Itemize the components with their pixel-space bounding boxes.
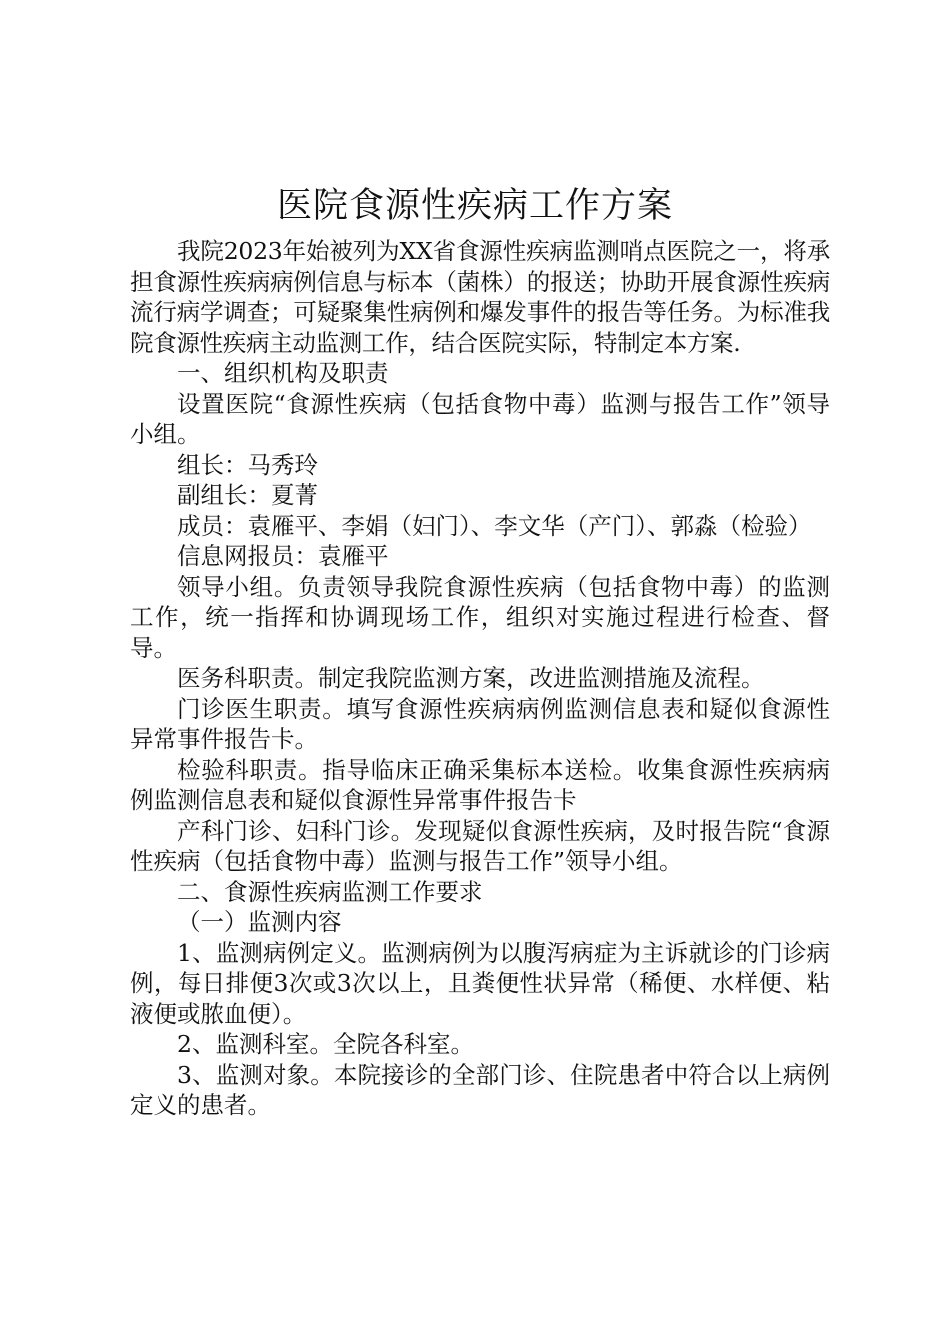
section-heading-requirements: 二、食源性疾病监测工作要求 [177, 877, 483, 906]
paragraph-deputy-leader: 副组长：夏菁 [177, 481, 318, 509]
paragraph-intro: 我院2023年始被列为XX省食源性疾病监测哨点医院之一，将承担食源性疾病病例信息与标本（菌株）的报送；协助开展食源性疾病流行病学调查；可疑聚集性病例和爆发事件的报告等任务。为标准我院食源性疾病主动监测工作，结合医院实际，特制定本方案. [130, 237, 830, 357]
paragraph-group-duty: 领导小组。负责领导我院食源性疾病（包括食物中毒）的监测工作，统一指挥和协调现场工作，组织对实施过程进行检查、督导。 [130, 572, 830, 662]
paragraph-network-reporter: 信息网报员：袁雁平 [177, 542, 389, 570]
paragraph-members: 成员：袁雁平、李娟（妇门）、李文华（产门）、郭淼（检验） [177, 511, 812, 540]
section-heading-organization: 一、组织机构及职责 [177, 359, 389, 387]
paragraph-subjects: 3、监测对象。本院接诊的全部门诊、住院患者中符合以上病例定义的患者。 [130, 1060, 830, 1119]
document-body [130, 236, 830, 1121]
document-title: 医院食源性疾病工作方案 [276, 186, 673, 226]
paragraph-departments: 2、监测科室。全院各科室。 [177, 1030, 474, 1058]
subsection-heading-content: （一）监测内容 [177, 908, 342, 936]
paragraph-outpatient-duty: 门诊医生职责。填写食源性疾病病例监测信息表和疑似食源性异常事件报告卡。 [130, 694, 830, 753]
paragraph-group-leader: 组长：马秀玲 [177, 450, 318, 479]
paragraph-medical-dept-duty: 医务科职责。制定我院监测方案，改进监测措施及流程。 [177, 664, 765, 692]
paragraph-leading-group: 设置医院“食源性疾病（包括食物中毒）监测与报告工作”领导小组。 [130, 389, 830, 448]
paragraph-obgyn-duty: 产科门诊、妇科门诊。发现疑似食源性疾病，及时报告院“食源性疾病（包括食物中毒）监测与报告工作”领导小组。 [130, 816, 830, 875]
paragraph-lab-duty: 检验科职责。指导临床正确采集标本送检。收集食源性疾病病例监测信息表和疑似食源性异常事件报告卡 [130, 755, 830, 814]
paragraph-case-definition: 1、监测病例定义。监测病例为以腹泻病症为主诉就诊的门诊病例，每日排便3次或3次以上，且粪便性状异常（稀便、水样便、粘液便或脓血便）。 [130, 938, 830, 1028]
